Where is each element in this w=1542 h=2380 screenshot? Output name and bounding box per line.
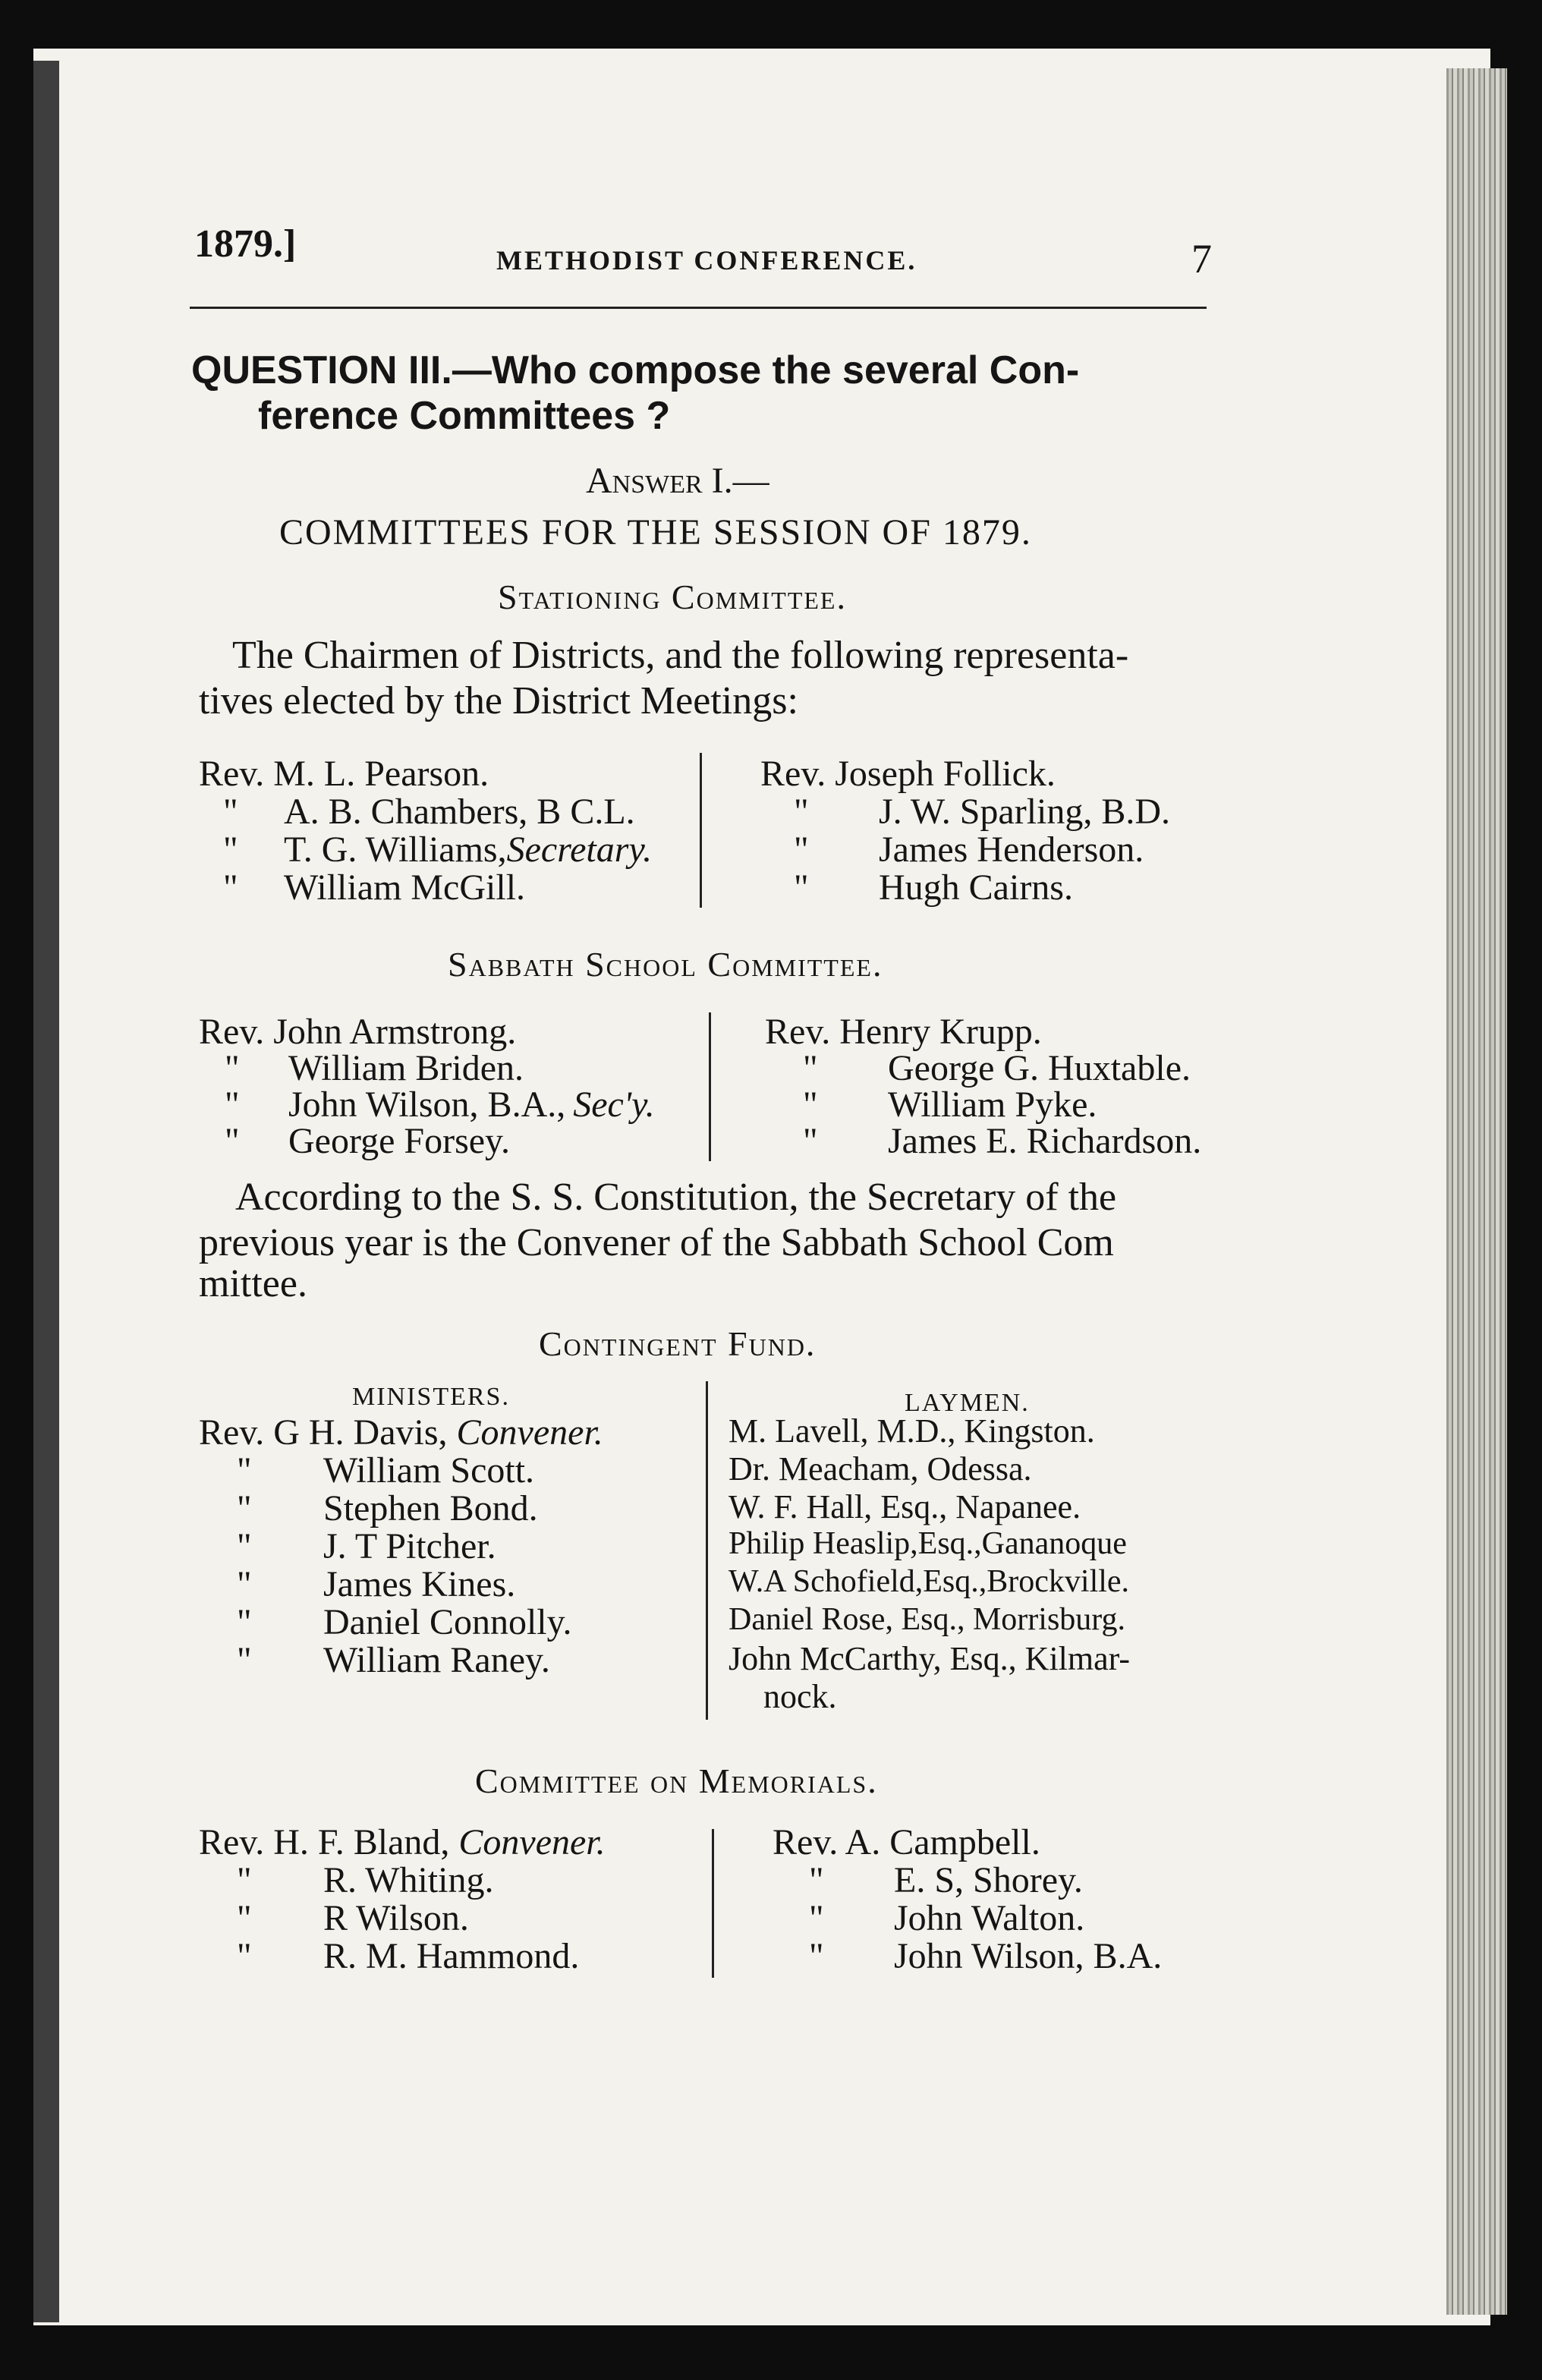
contingent-title: Contingent Fund. xyxy=(539,1324,817,1363)
sabbath-title: Sabbath School Committee. xyxy=(448,945,883,984)
member: William Scott. xyxy=(323,1450,535,1491)
role-italic: Secretary. xyxy=(506,830,653,870)
stationing-intro-2: tives elected by the District Meetings: xyxy=(199,679,798,722)
role-italic: Convener. xyxy=(456,1412,603,1453)
member: R. Whiting. xyxy=(323,1860,494,1900)
memorials-title: Committee on Memorials. xyxy=(475,1761,878,1800)
member: A. B. Chambers, B C.L. xyxy=(284,792,635,832)
member: Rev. G H. Davis, xyxy=(199,1412,448,1453)
member: John Walton. xyxy=(894,1898,1085,1938)
member: Rev. H. F. Bland, xyxy=(199,1822,450,1862)
question-line-1: QUESTION III.—Who compose the several Con- xyxy=(191,348,1080,392)
column-divider xyxy=(700,753,702,908)
member: William Pyke. xyxy=(888,1085,1097,1125)
role-italic: Convener. xyxy=(458,1822,606,1862)
member: Rev. John Armstrong. xyxy=(199,1012,517,1052)
ministers-label: MINISTERS. xyxy=(352,1383,510,1411)
member: W. F. Hall, Esq., Napanee. xyxy=(729,1488,1081,1525)
member: William Raney. xyxy=(323,1640,550,1680)
member: J. T Pitcher. xyxy=(323,1526,496,1566)
member: R. M. Hammond. xyxy=(323,1936,580,1976)
member: James Kines. xyxy=(323,1564,516,1604)
member: T. G. Williams, xyxy=(284,830,507,870)
column-divider xyxy=(712,1829,714,1978)
member: nock. xyxy=(763,1678,837,1715)
member: E. S, Shorey. xyxy=(894,1860,1083,1900)
page-spine-shadow xyxy=(33,61,59,2322)
member: R Wilson. xyxy=(323,1898,469,1938)
member: Hugh Cairns. xyxy=(879,867,1073,908)
member: John Wilson, B.A., xyxy=(288,1085,566,1125)
column-divider xyxy=(706,1381,708,1720)
member: Dr. Meacham, Odessa. xyxy=(729,1450,1032,1488)
header-rule xyxy=(190,307,1207,309)
member: John Wilson, B.A. xyxy=(894,1936,1163,1976)
sabbath-note-1: According to the S. S. Constitution, the Secretary of the xyxy=(235,1176,1117,1219)
sabbath-note-2: previous year is the Convener of the Sabbath School Com xyxy=(199,1221,1114,1264)
column-divider xyxy=(709,1012,711,1161)
answer-label: Answer I.— xyxy=(586,461,769,501)
member: Stephen Bond. xyxy=(323,1488,538,1528)
member: George Forsey. xyxy=(288,1121,510,1161)
running-header-title: METHODIST CONFERENCE. xyxy=(496,245,917,275)
member: William Briden. xyxy=(288,1048,524,1088)
member: John McCarthy, Esq., Kilmar- xyxy=(729,1640,1131,1677)
member: William McGill. xyxy=(284,867,526,908)
member: Daniel Connolly. xyxy=(323,1602,572,1642)
member: Rev. A. Campbell. xyxy=(773,1822,1040,1862)
member: Daniel Rose, Esq., Morrisburg. xyxy=(729,1602,1126,1637)
member: James Henderson. xyxy=(879,830,1144,870)
question-line-2: ference Committees ? xyxy=(258,394,671,438)
stationing-intro-1: The Chairmen of Districts, and the following representa- xyxy=(232,634,1129,677)
laymen-label: LAYMEN. xyxy=(905,1389,1030,1417)
member: Philip Heaslip,Esq.,Gananoque xyxy=(729,1526,1127,1561)
member: Rev. M. L. Pearson. xyxy=(199,754,489,794)
member: Rev. Henry Krupp. xyxy=(765,1012,1042,1052)
member: George G. Huxtable. xyxy=(888,1048,1191,1088)
sabbath-note-3: mittee. xyxy=(199,1262,307,1305)
member: W.A Schofield,Esq.,Brockville. xyxy=(729,1564,1130,1599)
member: M. Lavell, M.D., Kingston. xyxy=(729,1412,1095,1450)
member: James E. Richardson. xyxy=(888,1121,1202,1161)
stationing-title: Stationing Committee. xyxy=(498,578,847,616)
page-edges xyxy=(1446,68,1507,2315)
answer-heading: COMMITTEES FOR THE SESSION OF 1879. xyxy=(279,512,1032,552)
member: J. W. Sparling, B.D. xyxy=(879,792,1171,832)
running-header-year: 1879.] xyxy=(194,222,297,266)
member: Rev. Joseph Follick. xyxy=(760,754,1056,794)
role-italic: Sec'y. xyxy=(573,1085,655,1125)
page-number: 7 xyxy=(1191,236,1212,282)
